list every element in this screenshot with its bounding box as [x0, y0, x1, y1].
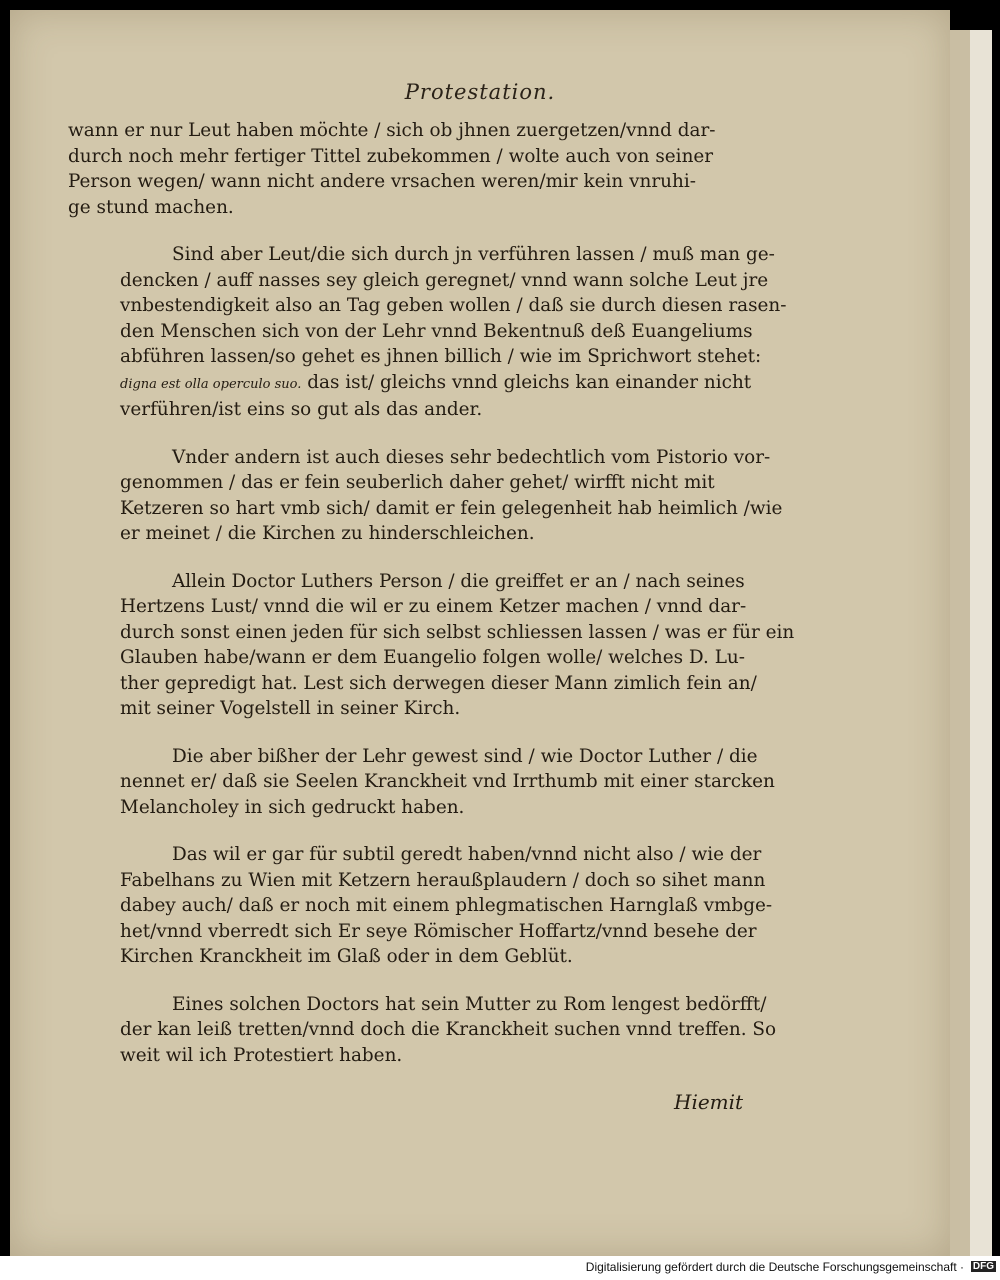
catchword: Hiemit: [674, 1090, 744, 1114]
text-line: Die aber bißher der Lehr gewest sind / wie Doctor Luther / die: [172, 745, 758, 767]
latin-proverb-line: [68, 370, 768, 398]
paragraph: [68, 118, 768, 220]
latin-proverb: digna est olla operculo suo.: [120, 376, 302, 392]
text-line: er meinet / die Kirchen zu hinderschleichen.: [120, 523, 535, 544]
paragraph: [68, 242, 787, 423]
text-line: Glauben habe/wann er dem Euangelio folgen wolle/ welches D. Lu-: [120, 647, 745, 668]
text-line: dabey auch/ daß er noch mit einem phlegmatischen Harnglaß vmbge-: [120, 895, 773, 916]
text-line: Sind aber Leut/die sich durch jn verführen lassen / muß man ge-: [172, 244, 775, 265]
text-line: nennet er/ daß sie Seelen Kranckheit vnd Irrthumb mit einer starcken: [120, 771, 775, 792]
footer-bar: [0, 1256, 1000, 1280]
text-line: verführen/ist eins so gut als das ander.: [120, 399, 483, 420]
text-line: Fabelhans zu Wien mit Ketzern heraußplaudern / doch so sihet mann: [120, 869, 766, 891]
text-line: wann er nur Leut haben möchte / sich ob jhnen zuergetzen/vnnd dar-: [68, 120, 716, 141]
text-line: durch sonst einen jeden für sich selbst schliessen lassen / was er für ein: [120, 621, 795, 643]
funding-credit: Digitalisierung gefördert durch die Deutsche Forschungsgemeinschaft ·: [585, 1260, 964, 1274]
text-line: Melancholey in sich gedruckt haben.: [120, 796, 465, 818]
text-line: Vnder andern ist auch dieses sehr bedechtlich vom Pistorio vor-: [172, 446, 771, 468]
text-line-continuation: das ist/ gleichs vnnd gleichs kan einander nicht: [301, 371, 752, 393]
text-line: genommen / das er fein seuberlich daher gehet/ wirfft nicht mit: [120, 472, 715, 493]
page-edge: [950, 30, 970, 1256]
paragraph: [68, 992, 777, 1069]
paragraph: [68, 445, 783, 547]
book-page: [10, 10, 950, 1256]
text-line: Eines solchen Doctors hat sein Mutter zu Rom lengest bedörfft/: [172, 993, 767, 1015]
text-line: dencken / auff nasses sey gleich geregnet/ vnnd wann solche Leut jre: [120, 269, 769, 291]
text-line: Allein Doctor Luthers Person / die greiffet er an / nach seines: [172, 570, 745, 592]
text-line: Das wil er gar für subtil geredt haben/vnnd nicht also / wie der: [172, 844, 762, 865]
text-line: Hertzens Lust/ vnnd die wil er zu einem Ketzer machen / vnnd dar-: [120, 596, 747, 617]
paragraph: [68, 744, 775, 821]
text-line: den Menschen sich von der Lehr vnnd Bekentnuß deß Euangeliums: [120, 320, 753, 342]
text-line: Person wegen/ wann nicht andere vrsachen weren/mir kein vnruhi-: [68, 171, 696, 192]
text-line: ge stund machen.: [68, 196, 234, 218]
page-edge-light: [970, 30, 992, 1256]
dfg-logo-icon: DFG: [972, 1261, 994, 1272]
text-line: abführen lassen/so gehet es jhnen billich / wie im Sprichwort stehet:: [120, 346, 762, 367]
text-line: mit seiner Vogelstell in seiner Kirch.: [120, 698, 461, 719]
text-line: het/vnnd vberredt sich Er seye Römischer Hoffartz/vnnd besehe der: [120, 920, 757, 942]
paragraph: [68, 569, 795, 722]
text-line: vnbestendigkeit also an Tag geben wollen / daß sie durch diesen rasen-: [120, 295, 787, 316]
text-line: ther gepredigt hat. Lest sich derwegen dieser Mann zimlich fein an/: [120, 672, 757, 694]
running-head: Protestation.: [404, 80, 556, 104]
text-line: der kan leiß tretten/vnnd doch die Kranckheit suchen vnnd treffen. So: [120, 1019, 777, 1040]
paragraph: [68, 842, 773, 970]
text-line: Kirchen Kranckheit im Glaß oder in dem Geblüt.: [120, 946, 573, 967]
body-text: [68, 118, 795, 1090]
text-line: weit wil ich Protestiert haben.: [120, 1044, 403, 1066]
text-line: Ketzeren so hart vmb sich/ damit er fein gelegenheit hab heimlich /wie: [120, 497, 783, 519]
text-line: durch noch mehr fertiger Tittel zubekommen / wolte auch von seiner: [68, 145, 714, 167]
